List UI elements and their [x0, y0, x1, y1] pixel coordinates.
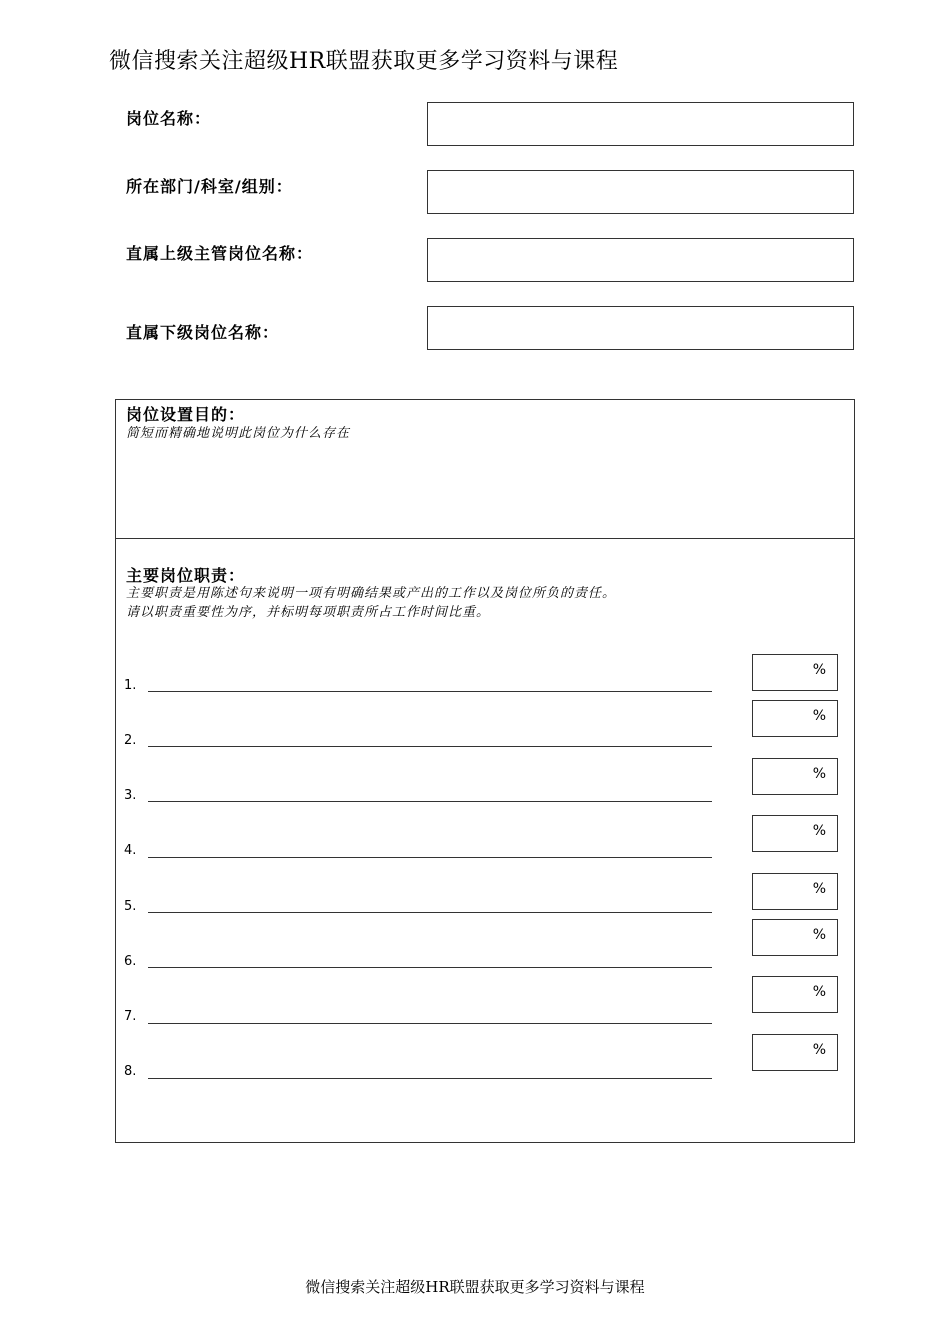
percent-symbol: % — [812, 927, 826, 943]
duty-line-2[interactable] — [148, 746, 712, 747]
duty-line-6[interactable] — [148, 967, 712, 968]
job-title-label: 岗位名称： — [126, 109, 212, 128]
duty-number-1: 1. — [124, 678, 137, 693]
main-duties-note-line-2: 请以职责重要性为序，并标明每项职责所占工作时间比重。 — [126, 605, 491, 620]
duty-line-5[interactable] — [148, 912, 712, 913]
duty-percent-box-5[interactable] — [752, 873, 838, 910]
duty-percent-box-2[interactable] — [752, 700, 838, 737]
page-header-text: 微信搜索关注超级HR联盟获取更多学习资料与课程 — [109, 49, 619, 74]
duty-number-5: 5. — [124, 899, 137, 914]
percent-symbol: % — [812, 708, 826, 724]
duty-number-6: 6. — [124, 954, 137, 969]
percent-symbol: % — [812, 984, 826, 1000]
percent-symbol: % — [812, 823, 826, 839]
direct-supervisor-label: 直属上级主管岗位名称： — [126, 244, 314, 263]
job-purpose-note: 简短而精确地说明此岗位为什么存在 — [126, 426, 351, 441]
job-purpose-title: 岗位设置目的： — [126, 405, 246, 424]
duty-line-7[interactable] — [148, 1023, 712, 1024]
duty-percent-box-8[interactable] — [752, 1034, 838, 1071]
duty-percent-box-1[interactable] — [752, 654, 838, 691]
duty-percent-box-4[interactable] — [752, 815, 838, 852]
percent-symbol: % — [812, 766, 826, 782]
page-footer-text: 微信搜索关注超级HR联盟获取更多学习资料与课程 — [305, 1278, 645, 1296]
percent-symbol: % — [812, 881, 826, 897]
direct-subordinate-field[interactable] — [427, 306, 854, 350]
direct-supervisor-field[interactable] — [427, 238, 854, 282]
main-duties-note-line-1: 主要职责是用陈述句来说明一项有明确结果或产出的工作以及岗位所负的责任。 — [126, 586, 617, 601]
duty-percent-box-3[interactable] — [752, 758, 838, 795]
duty-number-3: 3. — [124, 788, 137, 803]
duty-percent-box-7[interactable] — [752, 976, 838, 1013]
department-field[interactable] — [427, 170, 854, 214]
duty-number-4: 4. — [124, 843, 137, 858]
job-title-field[interactable] — [427, 102, 854, 146]
job-purpose-section[interactable] — [115, 399, 855, 539]
duty-percent-box-6[interactable] — [752, 919, 838, 956]
duty-number-8: 8. — [124, 1064, 137, 1079]
main-duties-section — [115, 538, 855, 1143]
direct-subordinate-label: 直属下级岗位名称： — [126, 323, 280, 342]
duty-line-1[interactable] — [148, 691, 712, 692]
duty-line-8[interactable] — [148, 1078, 712, 1079]
duty-number-2: 2. — [124, 733, 137, 748]
duty-number-7: 7. — [124, 1009, 137, 1024]
percent-symbol: % — [812, 1042, 826, 1058]
duty-line-3[interactable] — [148, 801, 712, 802]
department-label: 所在部门/科室/组别： — [126, 177, 293, 196]
main-duties-title: 主要岗位职责： — [126, 566, 246, 585]
percent-symbol: % — [812, 662, 826, 678]
duty-line-4[interactable] — [148, 857, 712, 858]
